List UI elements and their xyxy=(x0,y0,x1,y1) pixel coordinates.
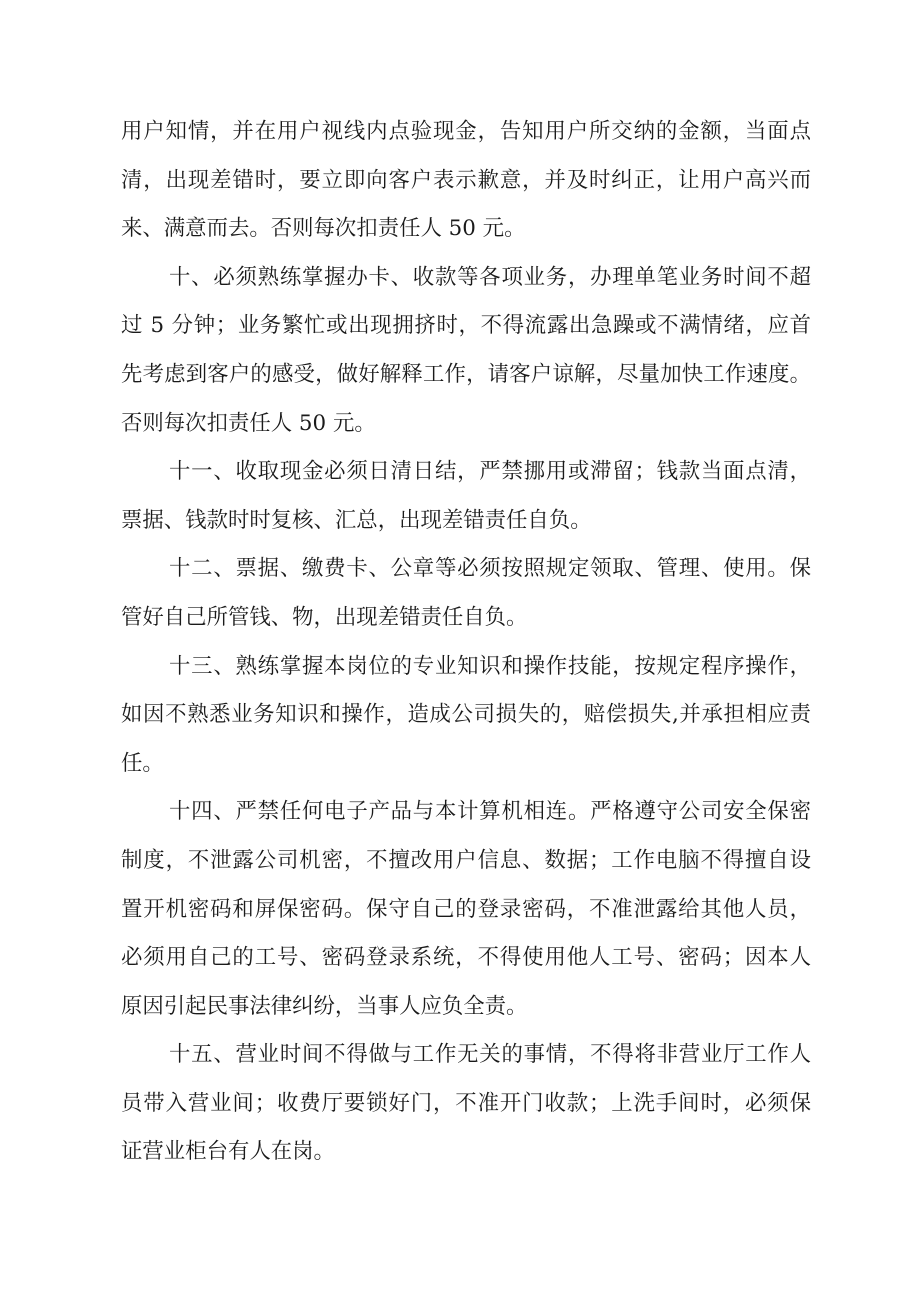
paragraph-first-line: 十、必须熟练掌握办卡、收款等各项业务，办理单笔业务时间不超 xyxy=(169,264,811,290)
text-line: 过 5 分钟；业务繁忙或出现拥挤时，不得流露出急躁或不满情绪，应首 xyxy=(121,313,811,339)
text-line: 先考虑到客户的感受，做好解释工作，请客户谅解，尽量加快工作速度。 xyxy=(121,361,811,387)
text-line: 制度，不泄露公司机密，不擅改用户信息、数据；工作电脑不得擅自设 xyxy=(121,847,811,873)
text-line: 否则每次扣责任人 50 元。 xyxy=(121,410,376,436)
text-line: 来、满意而去。否则每次扣责任人 50 元。 xyxy=(121,216,526,242)
paragraph-first-line: 十三、熟练掌握本岗位的专业知识和操作技能，按规定程序操作， xyxy=(169,653,811,679)
paragraph-first-line: 十二、票据、缴费卡、公章等必须按照规定领取、管理、使用。保 xyxy=(169,556,811,582)
text-line: 用户知情，并在用户视线内点验现金，告知用户所交纳的金额，当面点 xyxy=(121,119,811,144)
paragraph-first-line: 十四、严禁任何电子产品与本计算机相连。严格遵守公司安全保密 xyxy=(169,799,811,825)
text-line: 票据、钱款时时复核、汇总，出现差错责任自负。 xyxy=(121,507,592,533)
text-line: 证营业柜台有人在岗。 xyxy=(121,1139,335,1165)
document-body xyxy=(121,113,811,1182)
text-line: 如因不熟悉业务知识和操作，造成公司损失的，赔偿损失,并承担相应责 xyxy=(121,702,811,728)
paragraph-first-line: 十五、营业时间不得做与工作无关的事情，不得将非营业厅工作人 xyxy=(169,1042,811,1068)
text-line: 任。 xyxy=(121,750,164,776)
text-line: 置开机密码和屏保密码。保守自己的登录密码，不准泄露给其他人员， xyxy=(121,896,811,922)
paragraph-first-line: 十一、收取现金必须日清日结，严禁挪用或滞留；钱款当面点清， xyxy=(169,459,811,485)
text-line: 清，出现差错时，要立即向客户表示歉意，并及时纠正，让用户高兴而 xyxy=(121,167,811,193)
text-line: 必须用自己的工号、密码登录系统，不得使用他人工号、密码；因本人 xyxy=(121,945,811,971)
text-line: 原因引起民事法律纠纷，当事人应负全责。 xyxy=(121,993,528,1019)
text-line: 员带入营业间；收费厅要锁好门，不准开门收款；上洗手间时，必须保 xyxy=(121,1090,811,1116)
text-line: 管好自己所管钱、物，出现差错责任自负。 xyxy=(121,604,528,630)
